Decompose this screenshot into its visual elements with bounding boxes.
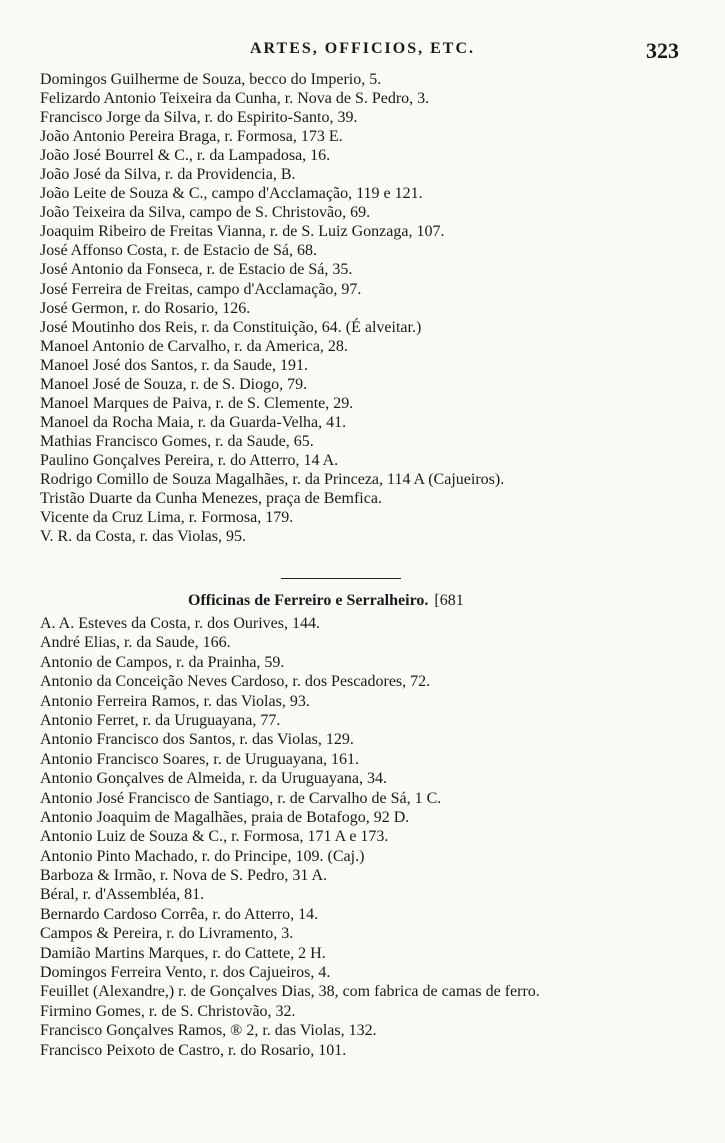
section-divider bbox=[281, 578, 401, 579]
running-head: ARTES, OFFICIOS, ETC. bbox=[249, 40, 476, 57]
list-item: Feuillet (Alexandre,) r. de Gonçalves Dias, 38, com fabrica de camas de ferro. bbox=[40, 983, 540, 1001]
list-item: Paulino Gonçalves Pereira, r. do Atterro, 14 A. bbox=[40, 451, 339, 469]
list-item: João Teixeira da Silva, campo de S. Christovão, 69. bbox=[40, 204, 371, 222]
list-item: Francisco Gonçalves Ramos, ® 2, r. das Violas, 132. bbox=[40, 1022, 377, 1040]
list-item: José Antonio da Fonseca, r. de Estacio de Sá, 35. bbox=[40, 261, 353, 279]
list-item: Antonio de Campos, r. da Prainha, 59. bbox=[40, 653, 285, 671]
list-item: José Moutinho dos Reis, r. da Constituição, 64. (É alveitar.) bbox=[40, 318, 422, 336]
list-item: Antonio Francisco dos Santos, r. das Violas, 129. bbox=[40, 731, 354, 749]
list-item: João José Bourrel & C., r. da Lampadosa, 16. bbox=[40, 147, 331, 165]
list-item: Antonio José Francisco de Santiago, r. de Carvalho de Sá, 1 C. bbox=[40, 789, 442, 807]
section-count: [681 bbox=[434, 592, 464, 609]
list-item: Antonio Pinto Machado, r. do Principe, 109. (Caj.) bbox=[40, 847, 365, 865]
list-item: Manoel José de Souza, r. de S. Diogo, 79. bbox=[40, 375, 308, 393]
list-item: José Affonso Costa, r. de Estacio de Sá, 68. bbox=[40, 242, 318, 260]
page-header bbox=[0, 40, 725, 66]
list-item: Antonio Francisco Soares, r. de Uruguayana, 161. bbox=[40, 750, 360, 768]
list-item: Antonio Ferret, r. da Uruguayana, 77. bbox=[40, 711, 281, 729]
list-item: Manoel Antonio de Carvalho, r. da America, 28. bbox=[40, 337, 348, 355]
list-item: Felizardo Antonio Teixeira da Cunha, r. Nova de S. Pedro, 3. bbox=[40, 90, 430, 108]
list-item: Damião Martins Marques, r. do Cattete, 2 H. bbox=[40, 944, 326, 962]
section-title: Officinas de Ferreiro e Serralheiro. bbox=[188, 592, 429, 609]
list-item: Béral, r. d'Assembléa, 81. bbox=[40, 886, 205, 904]
list-item: Antonio Luiz de Souza & C., r. Formosa, 171 A e 173. bbox=[40, 828, 389, 846]
list-item: Manoel Marques de Paiva, r. de S. Clemente, 29. bbox=[40, 394, 354, 412]
list-item: João José da Silva, r. da Providencia, B. bbox=[40, 166, 296, 184]
list-item: A. A. Esteves da Costa, r. dos Ourives, 144. bbox=[40, 615, 320, 632]
page-number: 323 bbox=[646, 38, 679, 63]
list-item: José Ferreira de Freitas, campo d'Acclamação, 97. bbox=[40, 280, 362, 298]
list-item: João Antonio Pereira Braga, r. Formosa, 173 E. bbox=[40, 128, 343, 146]
list-item: Tristão Duarte da Cunha Menezes, praça de Bemfica. bbox=[40, 490, 382, 508]
list-item: Bernardo Cardoso Corrêa, r. do Atterro, 14. bbox=[40, 905, 319, 923]
list-item: Francisco Jorge da Silva, r. do Espirito-Santo, 39. bbox=[40, 109, 358, 127]
list-item: Vicente da Cruz Lima, r. Formosa, 179. bbox=[40, 509, 294, 527]
list-item: Barboza & Irmão, r. Nova de S. Pedro, 31 A. bbox=[40, 867, 328, 885]
list-item: Campos & Pereira, r. do Livramento, 3. bbox=[40, 925, 294, 943]
list-item: Mathias Francisco Gomes, r. da Saude, 65. bbox=[40, 432, 314, 450]
list-item: Antonio da Conceição Neves Cardoso, r. dos Pescadores, 72. bbox=[40, 673, 431, 691]
section-heading bbox=[188, 590, 464, 612]
list-item: Domingos Guilherme de Souza, becco do Imperio, 5. bbox=[40, 71, 382, 88]
list-item: Rodrigo Comillo de Souza Magalhães, r. da Princeza, 114 A (Cajueiros). bbox=[40, 470, 505, 488]
list-item: V. R. da Costa, r. das Violas, 95. bbox=[40, 528, 247, 546]
list-item: Manoel da Rocha Maia, r. da Guarda-Velha, 41. bbox=[40, 413, 347, 431]
list-item: Domingos Ferreira Vento, r. dos Cajueiros, 4. bbox=[40, 964, 331, 982]
list-item: José Germon, r. do Rosario, 126. bbox=[40, 299, 251, 317]
list-item: Manoel José dos Santos, r. da Saude, 191. bbox=[40, 356, 308, 374]
directory-list-section bbox=[40, 614, 712, 1060]
list-item: Joaquim Ribeiro de Freitas Vianna, r. de S. Luiz Gonzaga, 107. bbox=[40, 223, 445, 241]
list-item: Francisco Peixoto de Castro, r. do Rosario, 101. bbox=[40, 1041, 347, 1059]
list-item: Antonio Gonçalves de Almeida, r. da Uruguayana, 34. bbox=[40, 770, 388, 788]
list-item: Firmino Gomes, r. de S. Christovão, 32. bbox=[40, 1002, 296, 1020]
list-item: Antonio Joaquim de Magalhães, praia de Botafogo, 92 D. bbox=[40, 808, 410, 826]
directory-list-continued bbox=[40, 70, 712, 546]
list-item: André Elias, r. da Saude, 166. bbox=[40, 634, 231, 652]
list-item: João Leite de Souza & C., campo d'Acclamação, 119 e 121. bbox=[40, 185, 423, 203]
list-item: Antonio Ferreira Ramos, r. das Violas, 93. bbox=[40, 692, 310, 710]
